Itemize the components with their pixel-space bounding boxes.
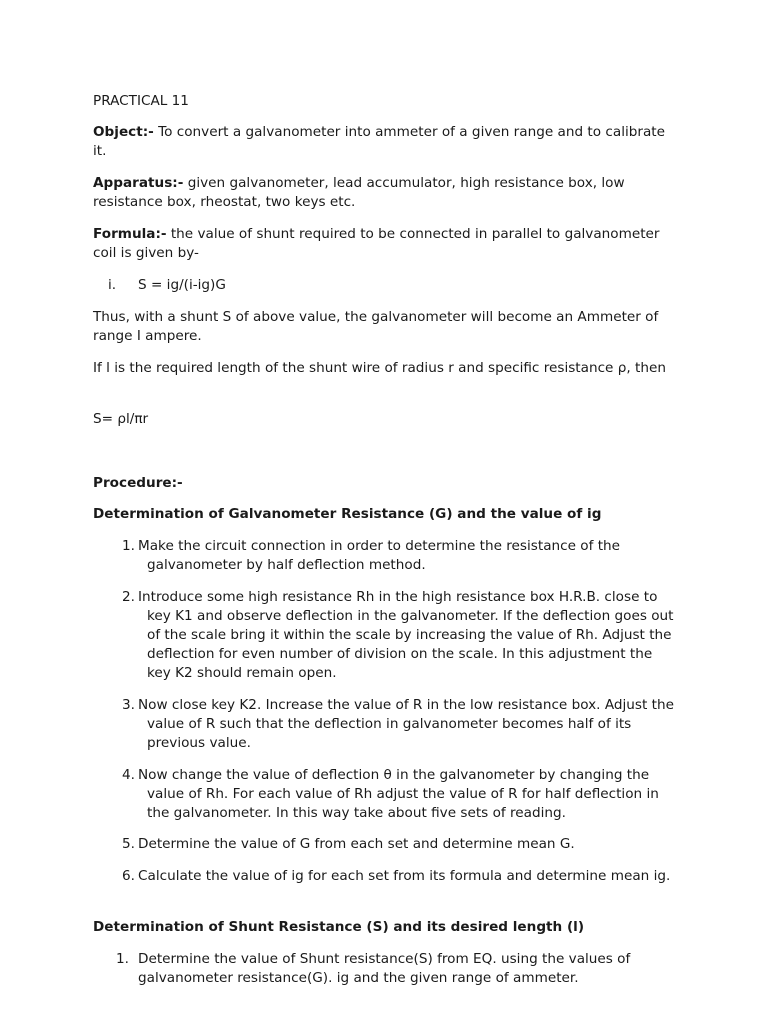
- shunt-explanation-paragraph: Thus, with a shunt S of above value, the galvanometer will become an Ammeter of range I ampere.: [93, 309, 659, 344]
- procedure-heading: [93, 474, 678, 493]
- formula-paragraph: [93, 225, 678, 263]
- section2-heading: [93, 918, 678, 937]
- section1-heading-text: Determination of Galvanometer Resistance (G) and the value of ig: [93, 506, 602, 522]
- wire-length-paragraph: If l is the required length of the shunt wire of radius r and specific resistance ρ, then: [93, 360, 666, 376]
- object-label: Object:-: [93, 124, 154, 140]
- step-text: Make the circuit connection in order to determine the resistance of the galvanometer by half deflection method.: [138, 538, 621, 573]
- section2-heading-text: Determination of Shunt Resistance (S) and its desired length (l): [93, 919, 585, 935]
- practical-title: PRACTICAL 11: [93, 93, 189, 109]
- step-number: 3.: [122, 697, 135, 713]
- step-number: 1.: [122, 538, 135, 554]
- step-number: 6.: [122, 868, 135, 884]
- step-number: 5.: [122, 836, 135, 852]
- shunt-formula: S= ρl/πr: [93, 411, 149, 427]
- procedure-heading-text: Procedure:-: [93, 475, 183, 491]
- step-text: Now close key K2. Increase the value of R in the low resistance box. Adjust the value of R such that the deflection in galvanometer becomes half of its previous value.: [138, 697, 674, 751]
- step-number: 4.: [122, 767, 135, 783]
- step-number: 1.: [116, 951, 129, 967]
- step-text: Determine the value of Shunt resistance(S) from EQ. using the values of galvanometer resistance(G). ig and the given range of ammeter.: [138, 951, 631, 986]
- apparatus-label: Apparatus:-: [93, 175, 184, 191]
- formula-item-text: S = ig/(i-ig)G: [138, 277, 226, 293]
- formula-item-number: i.: [108, 277, 117, 293]
- apparatus-text: given galvanometer, lead accumulator, high resistance box, low resistance box, rheostat, two keys etc.: [93, 175, 625, 210]
- step-number: 2.: [122, 589, 135, 605]
- object-paragraph: [93, 123, 678, 161]
- step-text: Determine the value of G from each set and determine mean G.: [138, 836, 575, 852]
- apparatus-paragraph: [93, 174, 678, 212]
- section1-heading: [93, 505, 678, 524]
- step-text: Introduce some high resistance Rh in the high resistance box H.R.B. close to key K1 and observe deflection in the galvanometer. If the deflection goes out of the scale bring it within the scale by increasing the value of Rh. Adjust the deflection for even number of division on the scale. In this adjustment the key K2 should remain open.: [138, 589, 674, 681]
- formula-label: Formula:-: [93, 226, 167, 242]
- step-text: Now change the value of deflection θ in the galvanometer by changing the value of Rh. For each value of Rh adjust the value of R for half deflection in the galvanometer. In this way take about five sets of reading.: [138, 767, 659, 821]
- formula-text: the value of shunt required to be connected in parallel to galvanometer coil is given by-: [93, 226, 660, 261]
- object-text: To convert a galvanometer into ammeter of a given range and to calibrate it.: [93, 124, 665, 159]
- step-text: Calculate the value of ig for each set from its formula and determine mean ig.: [138, 868, 671, 884]
